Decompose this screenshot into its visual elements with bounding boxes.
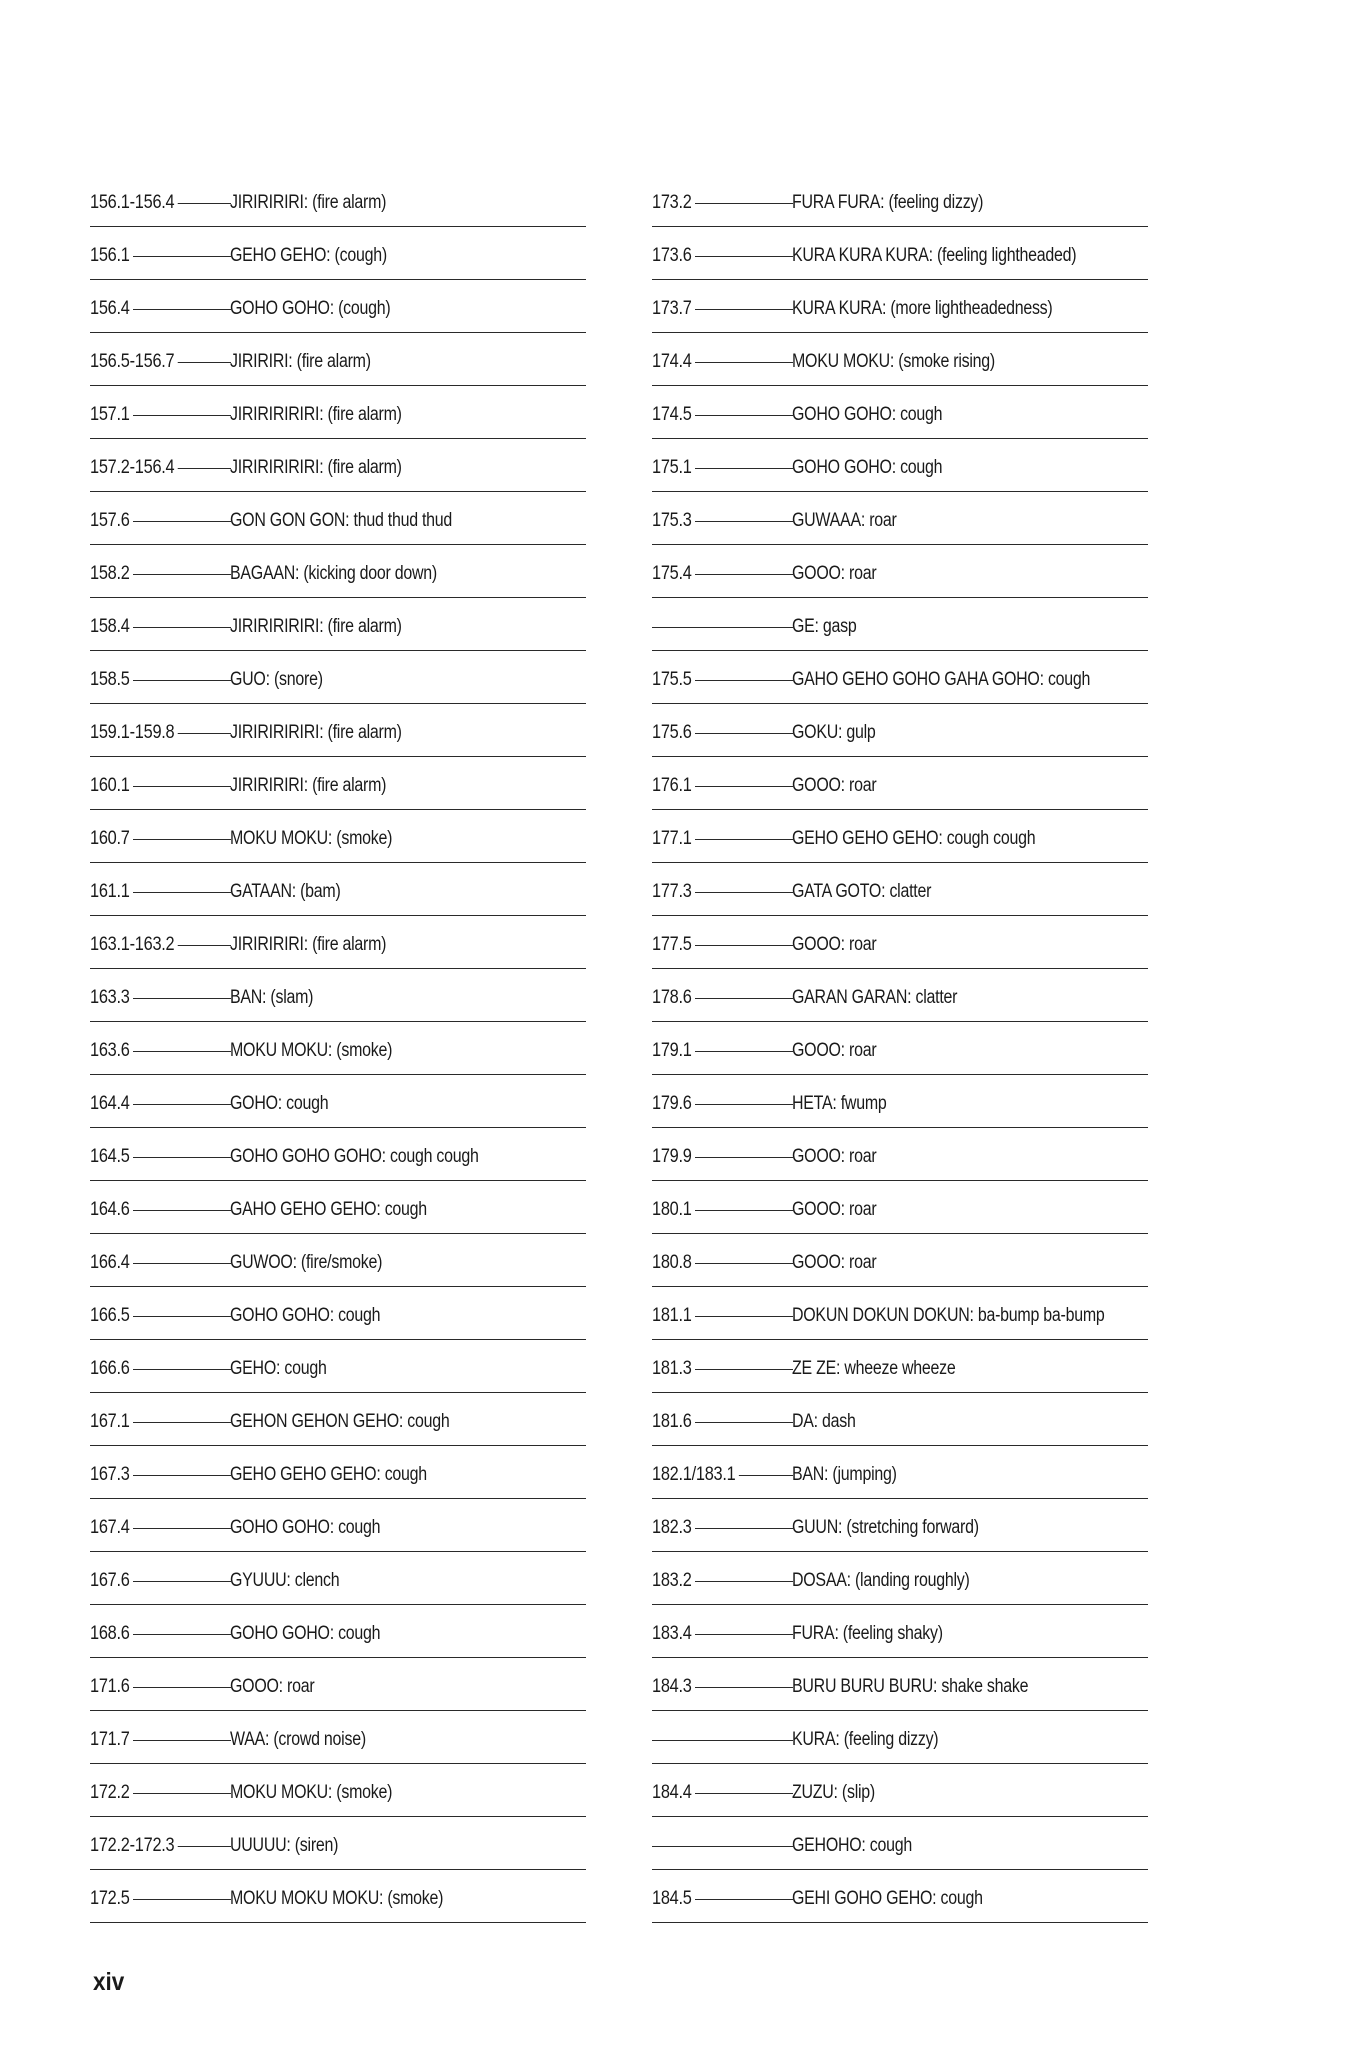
page-reference: 184.5 [652,1888,695,1910]
sound-effect-text: JIRIRIRI: (fire alarm) [230,351,371,372]
sound-effect-text: UUUUU: (siren) [230,1835,339,1856]
sound-effect-text: GUWOO: (fire/smoke) [230,1252,383,1273]
sound-effect-text: GOOO: roar [792,1199,877,1220]
page-reference: 178.6 [652,987,695,1009]
sound-effect-text: JIRIRIRIRIRI: (fire alarm) [230,457,402,478]
page-reference: 159.1-159.8 [90,722,178,744]
page-reference: 171.7 [90,1729,133,1751]
page-reference: 167.4 [90,1517,133,1539]
page-reference: 156.1-156.4 [90,192,178,214]
glossary-row [90,916,586,969]
sound-effect-text: GUO: (snore) [230,669,323,690]
sound-effect-text: GOKU: gulp [792,722,876,743]
glossary-row [90,1075,586,1128]
glossary-row [90,1817,586,1870]
sound-effect-text: JIRIRIRIRI: (fire alarm) [230,192,387,213]
sound-effect-text: GOHO GOHO: cough [230,1517,381,1538]
page-reference: 158.2 [90,563,133,585]
sound-effect-text: JIRIRIRIRIRI: (fire alarm) [230,404,402,425]
page-reference: 160.1 [90,775,133,797]
page-reference: 184.4 [652,1782,695,1804]
page-reference: 180.1 [652,1199,695,1221]
page-reference: 182.3 [652,1517,695,1539]
sound-effect-text: GEHO GEHO GEHO: cough cough [792,828,1036,849]
sound-effect-text: GOHO GOHO: cough [792,404,943,425]
sound-effect-text: DOKUN DOKUN DOKUN: ba-bump ba-bump [792,1305,1105,1326]
leader-line [652,627,793,628]
page-reference: 163.6 [90,1040,133,1062]
sound-effect-text: GYUUU: clench [230,1570,340,1591]
page-reference: 168.6 [90,1623,133,1645]
glossary-row [90,1022,586,1075]
sound-effect-text: BAGAAN: (kicking door down) [230,563,437,584]
sound-effect-text: GOOO: roar [792,934,877,955]
glossary-row [90,227,586,280]
page-reference: 173.7 [652,298,695,320]
sound-effect-text: GOHO GOHO GOHO: cough cough [230,1146,479,1167]
glossary-row [652,174,1148,227]
glossary-row [652,1128,1148,1181]
page-reference: 167.6 [90,1570,133,1592]
page-reference: 182.1/183.1 [652,1464,739,1486]
page-number: xiv [93,1968,125,1996]
page-reference: 181.1 [652,1305,695,1327]
glossary-row [90,545,586,598]
glossary-row [90,1181,586,1234]
sound-effect-text: GEHON GEHON GEHO: cough [230,1411,450,1432]
glossary-row [652,1075,1148,1128]
page-reference: 175.5 [652,669,695,691]
page-reference: 172.2 [90,1782,133,1804]
page-reference: 163.3 [90,987,133,1009]
glossary-row [90,333,586,386]
glossary-row [652,333,1148,386]
sound-effect-text: FURA: (feeling shaky) [792,1623,943,1644]
glossary-row [90,863,586,916]
glossary-row [652,704,1148,757]
page-reference: 157.2-156.4 [90,457,178,479]
page-reference: 172.5 [90,1888,133,1910]
sound-effect-text: GOOO: roar [792,1040,877,1061]
glossary-row [652,227,1148,280]
page-reference: 167.1 [90,1411,133,1433]
sound-effect-text: JIRIRIRIRIRI: (fire alarm) [230,722,402,743]
glossary-row [90,1552,586,1605]
sound-effect-text: JIRIRIRIRI: (fire alarm) [230,775,387,796]
glossary-row [652,1022,1148,1075]
left-column [90,174,586,1923]
sound-effect-text: GON GON GON: thud thud thud [230,510,453,531]
page-reference: 175.4 [652,563,695,585]
glossary-row [652,1764,1148,1817]
sound-effect-text: GEHI GOHO GEHO: cough [792,1888,983,1909]
page-reference: 175.6 [652,722,695,744]
sound-effect-text: FURA FURA: (feeling dizzy) [792,192,984,213]
page-reference: 160.7 [90,828,133,850]
page-reference: 156.5-156.7 [90,351,178,373]
glossary-row [90,1446,586,1499]
page-reference: 164.6 [90,1199,133,1221]
sound-effect-text: GARAN GARAN: clatter [792,987,958,1008]
page-reference: 171.6 [90,1676,133,1698]
glossary-row [90,598,586,651]
page-reference: 166.6 [90,1358,133,1380]
page-reference: 164.4 [90,1093,133,1115]
page-reference: 163.1-163.2 [90,934,178,956]
sound-effect-text: HETA: fwump [792,1093,887,1114]
page-reference: 184.3 [652,1676,695,1698]
sound-effect-text: GOOO: roar [230,1676,315,1697]
glossary-row [90,1764,586,1817]
page-reference: 177.1 [652,828,695,850]
sound-effect-text: JIRIRIRIRIRI: (fire alarm) [230,616,402,637]
sound-effect-text: GUWAAA: roar [792,510,897,531]
glossary-row [90,280,586,333]
sound-effect-text: GE: gasp [792,616,857,637]
page-reference: 177.3 [652,881,695,903]
glossary-row [90,1287,586,1340]
glossary-row [652,1605,1148,1658]
page-reference: 175.1 [652,457,695,479]
page-reference: 157.1 [90,404,133,426]
glossary-row [90,492,586,545]
sound-effect-text: MOKU MOKU: (smoke) [230,828,393,849]
page-reference: 164.5 [90,1146,133,1168]
glossary-row [652,1817,1148,1870]
page-reference: 179.1 [652,1040,695,1062]
page-reference: 183.4 [652,1623,695,1645]
glossary-row [652,1181,1148,1234]
sound-effect-text: MOKU MOKU: (smoke rising) [792,351,995,372]
glossary-row [652,1287,1148,1340]
sound-effect-text: MOKU MOKU MOKU: (smoke) [230,1888,444,1909]
page-reference: 173.2 [652,192,695,214]
page-reference: 175.3 [652,510,695,532]
page-reference: 181.3 [652,1358,695,1380]
glossary-row [652,1446,1148,1499]
sound-effect-text: GOHO GOHO: cough [792,457,943,478]
page-reference: 180.8 [652,1252,695,1274]
page-reference: 174.4 [652,351,695,373]
glossary-row [652,863,1148,916]
sound-effect-text: GOOO: roar [792,775,877,796]
sound-effect-text: BAN: (jumping) [792,1464,897,1485]
page-reference: 179.6 [652,1093,695,1115]
page-reference: 179.9 [652,1146,695,1168]
sound-effect-text: KURA KURA KURA: (feeling lightheaded) [792,245,1077,266]
glossary-row [652,757,1148,810]
glossary-row [90,1393,586,1446]
page-reference: 174.5 [652,404,695,426]
glossary-row [90,1658,586,1711]
page-reference: 161.1 [90,881,133,903]
sound-effect-text: GOOO: roar [792,563,877,584]
sound-effect-text: DOSAA: (landing roughly) [792,1570,970,1591]
glossary-row [90,1340,586,1393]
page-reference: 157.6 [90,510,133,532]
glossary-row [90,757,586,810]
glossary-row [652,810,1148,863]
sound-effect-text: GOOO: roar [792,1252,877,1273]
glossary-row [90,1128,586,1181]
leader-line [652,1740,793,1741]
sound-effect-text: GEHOHO: cough [792,1835,913,1856]
glossary-row [652,439,1148,492]
sound-effect-text: WAA: (crowd noise) [230,1729,366,1750]
page-reference: 156.1 [90,245,133,267]
page-reference: 183.2 [652,1570,695,1592]
sound-effect-text: GOHO GOHO: cough [230,1305,381,1326]
sound-effect-text: JIRIRIRIRI: (fire alarm) [230,934,387,955]
sound-effect-text: GEHO: cough [230,1358,327,1379]
page-reference: 167.3 [90,1464,133,1486]
glossary-row [652,1340,1148,1393]
glossary-row [652,598,1148,651]
sound-effect-text: GOHO GOHO: (cough) [230,298,391,319]
page-reference: 156.4 [90,298,133,320]
glossary-row [652,1658,1148,1711]
sound-effect-text: GOHO: cough [230,1093,329,1114]
page-reference: 176.1 [652,775,695,797]
glossary-row [90,810,586,863]
glossary-row [90,439,586,492]
glossary-row [90,1234,586,1287]
page-reference: 172.2-172.3 [90,1835,178,1857]
sound-effect-text: GATAAN: (bam) [230,881,341,902]
page-reference: 173.6 [652,245,695,267]
glossary-row [652,916,1148,969]
page-reference: 177.5 [652,934,695,956]
glossary-row [90,174,586,227]
page-reference: 181.6 [652,1411,695,1433]
glossary-row [90,386,586,439]
glossary-row [652,386,1148,439]
sound-effect-text: KURA: (feeling dizzy) [792,1729,939,1750]
sound-effect-text: GEHO GEHO: (cough) [230,245,387,266]
glossary-row [652,651,1148,704]
sound-effect-text: GUUN: (stretching forward) [792,1517,979,1538]
glossary-row [652,1393,1148,1446]
glossary-row [90,969,586,1022]
glossary-row [652,1552,1148,1605]
sound-effect-text: GEHO GEHO GEHO: cough [230,1464,427,1485]
glossary-row [652,492,1148,545]
sound-effect-text: KURA KURA: (more lightheadedness) [792,298,1053,319]
sound-effect-text: MOKU MOKU: (smoke) [230,1782,393,1803]
sound-effect-text: GOHO GOHO: cough [230,1623,381,1644]
glossary-row [652,1234,1148,1287]
sound-effect-text: MOKU MOKU: (smoke) [230,1040,393,1061]
sound-effect-text: GAHO GEHO GEHO: cough [230,1199,427,1220]
glossary-row [90,1605,586,1658]
glossary-row [90,1711,586,1764]
sound-effect-text: BURU BURU BURU: shake shake [792,1676,1029,1697]
glossary-row [90,1870,586,1923]
page-reference: 158.5 [90,669,133,691]
sound-effect-text: GAHO GEHO GOHO GAHA GOHO: cough [792,669,1091,690]
glossary-row [90,651,586,704]
sound-effect-text: GATA GOTO: clatter [792,881,932,902]
glossary-row [652,280,1148,333]
page-reference: 158.4 [90,616,133,638]
sound-effect-text: ZE ZE: wheeze wheeze [792,1358,956,1379]
leader-line [652,1846,793,1847]
glossary-row [652,545,1148,598]
right-column [652,174,1148,1923]
glossary-row [652,1711,1148,1764]
page-reference: 166.5 [90,1305,133,1327]
page-reference: 166.4 [90,1252,133,1274]
sound-effect-text: ZUZU: (slip) [792,1782,875,1803]
sound-effect-text: GOOO: roar [792,1146,877,1167]
glossary-row [90,704,586,757]
glossary-row [90,1499,586,1552]
sound-effect-text: DA: dash [792,1411,856,1432]
sound-effect-text: BAN: (slam) [230,987,314,1008]
glossary-row [652,969,1148,1022]
glossary-row [652,1870,1148,1923]
glossary-row [652,1499,1148,1552]
